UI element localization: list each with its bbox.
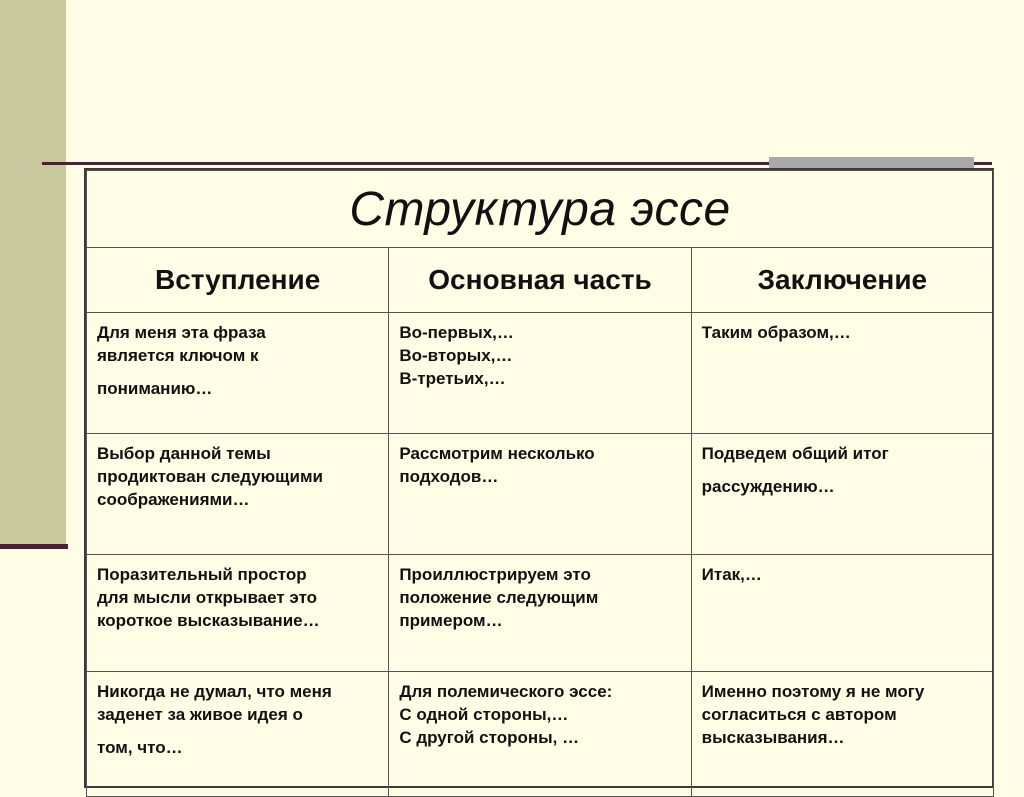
table-cell	[691, 555, 993, 672]
column-header-intro: Вступление	[87, 248, 389, 313]
table-cell	[87, 672, 389, 797]
left-decorative-band	[0, 0, 66, 546]
table-cell	[691, 313, 993, 434]
column-header-conclusion: Заключение	[691, 248, 993, 313]
cell-line: том, что…	[97, 738, 183, 757]
cell-line: примером…	[399, 611, 503, 630]
cell-line: Итак,…	[701, 565, 762, 584]
table-row	[87, 434, 994, 555]
cell-line: рассуждению…	[701, 477, 835, 496]
cell-line: Поразительный простор	[97, 565, 307, 584]
cell-line: Именно поэтому я не могу	[701, 682, 925, 701]
cell-line: подходов…	[399, 467, 499, 486]
cell-line: является ключом к	[97, 346, 259, 365]
table-row	[87, 672, 994, 797]
cell-line: Во-первых,…	[399, 323, 514, 342]
cell-line: соображениями…	[97, 490, 250, 509]
cell-line: С одной стороны,…	[399, 705, 569, 724]
table-cell	[87, 434, 389, 555]
cell-line: Таким образом,…	[701, 323, 851, 342]
cell-line: согласиться с автором	[701, 705, 897, 724]
column-header-main: Основная часть	[389, 248, 691, 313]
cell-line: Выбор данной темы	[97, 444, 271, 463]
table-row	[87, 555, 994, 672]
cell-line: короткое высказывание…	[97, 611, 320, 630]
cell-line: Во-вторых,…	[399, 346, 513, 365]
cell-line: Подведем общий итог	[701, 444, 889, 463]
cell-line: продиктован следующими	[97, 467, 323, 486]
table-cell	[691, 672, 993, 797]
table-title: Структура эссе	[87, 171, 994, 248]
table-row	[87, 313, 994, 434]
cell-line: Рассмотрим несколько	[399, 444, 595, 463]
essay-structure-table	[84, 168, 994, 788]
cell-line: В-третьих,…	[399, 369, 506, 388]
cell-line: пониманию…	[97, 379, 213, 398]
cell-line: Проиллюстрируем это	[399, 565, 591, 584]
cell-line: для мысли открывает это	[97, 588, 318, 607]
table-cell	[389, 555, 691, 672]
table-cell	[389, 434, 691, 555]
table	[86, 170, 994, 797]
table-cell	[87, 555, 389, 672]
table-cell	[691, 434, 993, 555]
cell-line: положение следующим	[399, 588, 599, 607]
cell-line: С другой стороны, …	[399, 728, 580, 747]
left-accent-bar	[0, 544, 68, 549]
table-cell	[389, 313, 691, 434]
cell-line: заденет за живое идея о	[97, 705, 303, 724]
table-cell	[87, 313, 389, 434]
cell-line: Для меня эта фраза	[97, 323, 266, 342]
cell-line: Никогда не думал, что меня	[97, 682, 332, 701]
table-cell	[389, 672, 691, 797]
cell-line: высказывания…	[701, 728, 845, 747]
cell-line: Для полемического эссе:	[399, 682, 613, 701]
